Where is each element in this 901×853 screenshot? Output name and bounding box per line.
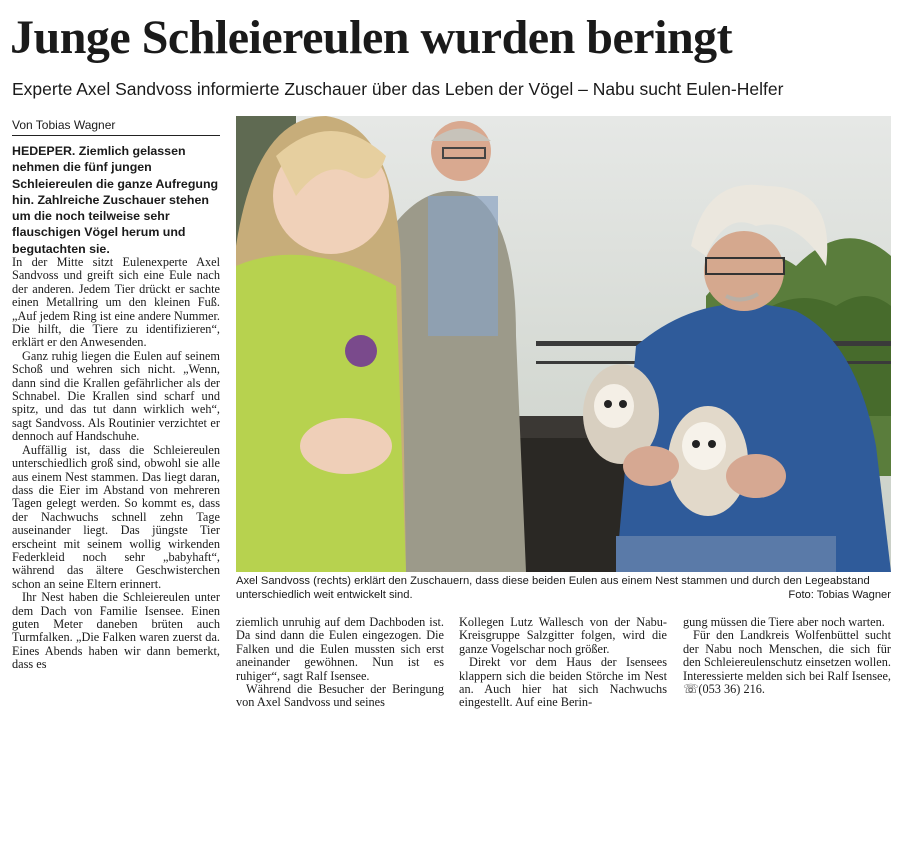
photo-caption [236,575,891,602]
article-column-4 [683,616,891,696]
paragraph: Ganz ruhig liegen die Eulen auf seinem Schoß und wehren sich nicht. „Wenn, dann sind die Krallen gefährlicher als der Schnabel. Die Krallen sind scharf und spitz, und das tut dann wirklich weh“, sagt Sandvoss. Als Routinier verzichtet er dennoch auf Handschuhe. [12,348,220,444]
paragraph: Auffällig ist, dass die Schleiereulen unterschiedlich groß sind, obwohl sie alle aus einem Nest stammen. Das liegt daran, dass die Eier im Abstand von mehreren Tagen gelegt werden. So kommt es, dass der Nachwuchs schnell zehn Tage auseinander liegt. Das jüngste Tier erscheint mit seinem wollig wirkenden Federkleid noch sehr „babyhaft“, während das ältere Geschwisterchen schon an seine Eltern erinnert. [12,442,220,591]
paragraph: Kollegen Lutz Wallesch von der Nabu-Kreisgruppe Salzgitter folgen, wird die ganze Vogelschar noch größer. [459,615,667,656]
paragraph: In der Mitte sitzt Eulenexperte Axel Sandvoss und greift sich eine Eule nach der anderen. Jedem Tier drückt er sachte einen Metallring um den kleinen Fuß. „Auf jedem Ring ist eine andere Nummer. Die hilft, die Tiere zu identifizieren“, erklärt er den Anwesenden. [12,255,220,350]
lead-paragraph: HEDEPER. Ziemlich gelassen nehmen die fünf jungen Schleiereulen die ganze Aufregung hin. Zahlreiche Zuschauer stehen um die noch teilweise sehr flauschigen Vögel herum und begutachten sie. [12,144,219,256]
paragraph: Während die Besucher der Beringung von Axel Sandvoss und seines [236,682,444,710]
headline: Junge Schleiereulen wurden beringt [10,11,733,64]
byline: Von Tobias Wagner [12,118,220,136]
paragraph: gung müssen die Tiere aber noch warten. [683,615,885,629]
paragraph: ziemlich unruhig auf dem Dachboden ist. Da sind dann die Eulen eingezogen. Die Falken und die Eulen mussten sich erst aneinander gewöhnen. Nun ist es ruhiger“, sagt Ralf Isensee. [236,615,444,683]
photo-credit: Foto: Tobias Wagner [788,588,891,601]
paragraph: Für den Landkreis Wolfenbüttel sucht der Nabu noch Menschen, die sich für den Schleiereulenschutz einsetzen wollen. Interessierte melden sich bei Ralf Isensee, ☏(053 36) 216. [683,628,891,697]
paragraph: Ihr Nest haben die Schleiereulen unter dem Dach von Familie Isensee. Einen guten Meter daneben brüten auch Turmfalken. „Die Falken waren zuerst da. Eines Abends haben wir dann bemerkt, dass es [12,590,220,672]
caption-text: Axel Sandvoss (rechts) erklärt den Zuschauern, dass diese beiden Eulen aus einem Nest stammen und durch den Legeabstand unterschiedlich weit entwickelt sind. [236,575,870,601]
paragraph: Direkt vor dem Haus der Isensees klappern sich die beiden Störche im Nest an. Auch hier hat sich Nachwuchs eingestellt. Auf eine Berin- [459,655,667,710]
article-column-2 [236,616,444,710]
subheadline: Experte Axel Sandvoss informierte Zuschauer über das Leben der Vögel – Nabu sucht Eulen-Helfer [12,79,784,99]
article-column-1 [12,256,220,672]
article-column-3 [459,616,667,710]
photo-owl-ringing [236,116,891,572]
article-photo [236,116,891,572]
